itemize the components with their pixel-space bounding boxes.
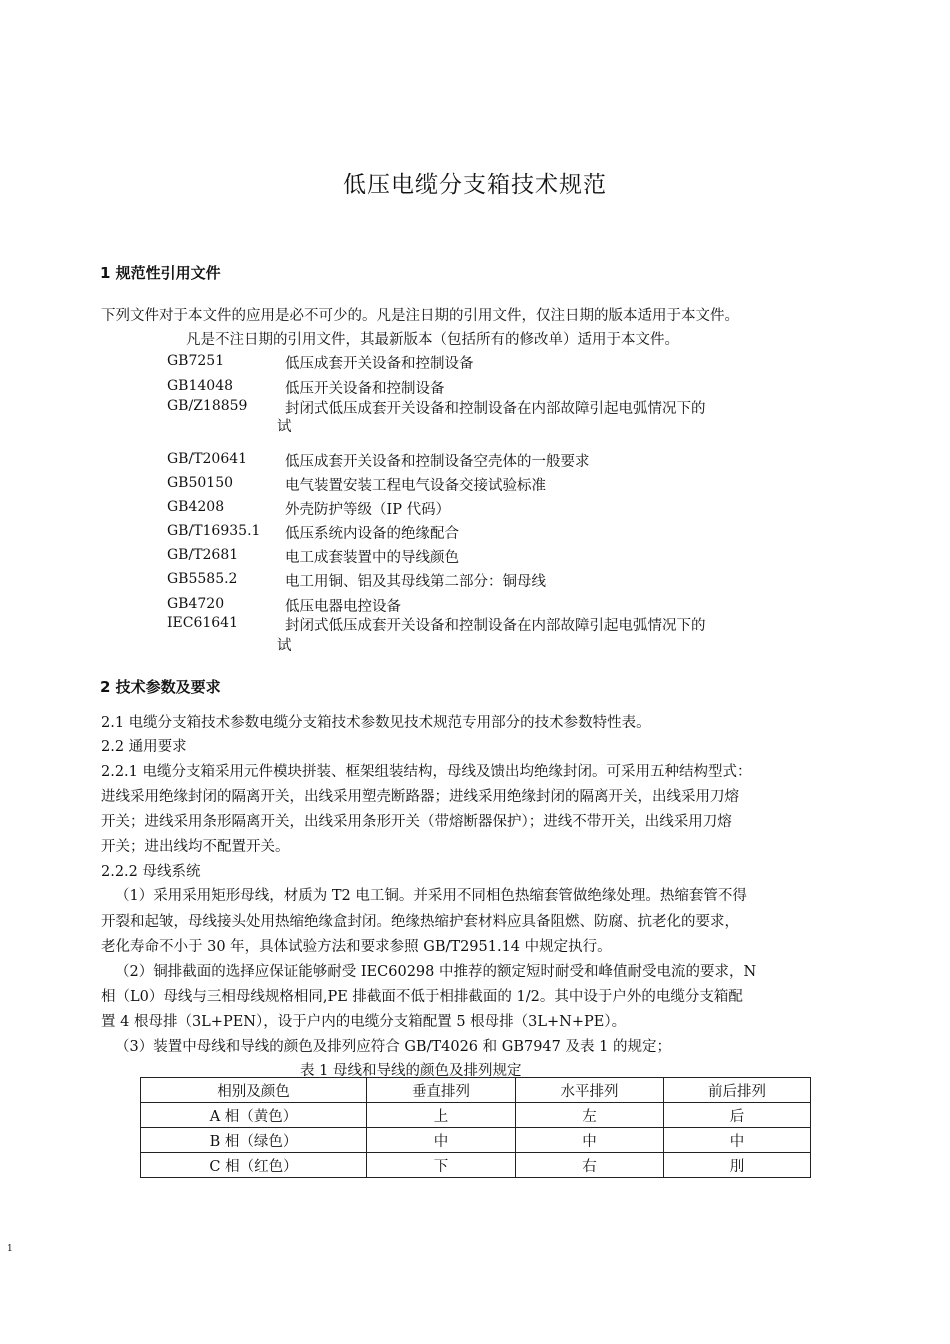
item-1-line: 老化寿命不小于 30 年，具体试验方法和要求参照 GB/T2951.14 中规定执行。 (101, 939, 612, 955)
table-cell: 右 (516, 1153, 664, 1178)
table-cell: 刖 (664, 1153, 811, 1178)
document-title: 低压电缆分支箱技术规范 (343, 172, 607, 198)
ref-code: GB4720 (167, 596, 225, 612)
ref-code: GB4208 (167, 499, 225, 515)
ref-name: 低压成套开关设备和控制设备空壳体的一般要求 (285, 454, 590, 470)
ref-name: 电气装置安装工程电气设备交接试验标准 (285, 478, 546, 494)
table-cell: 中 (516, 1128, 664, 1153)
section-2-heading: 2 技术参数及要求 (100, 678, 221, 696)
table-cell: 后 (664, 1103, 811, 1128)
table-header-cell: 垂直排列 (367, 1078, 516, 1103)
table-row (141, 1103, 811, 1128)
ref-code: GB/Z18859 (167, 398, 248, 414)
table-cell: 下 (367, 1153, 516, 1178)
paragraph-2-2-1-line: 开关；进出线均不配置开关。 (101, 839, 290, 855)
table-row (141, 1128, 811, 1153)
item-2-line: 置 4 根母排（3L+PEN），设于户内的电缆分支箱配置 5 根母排（3L+N+PE）。 (101, 1014, 627, 1030)
paragraph-2-1: 2.1 电缆分支箱技术参数电缆分支箱技术参数见技术规范专用部分的技术参数特性表。 (101, 715, 651, 731)
ref-name: 电工成套装置中的导线颜色 (285, 550, 459, 566)
ref-name: 电工用铜、铝及其母线第二部分：铜母线 (285, 574, 546, 590)
ref-name: 低压系统内设备的绝缘配合 (285, 526, 459, 542)
ref-code: GB50150 (167, 475, 234, 491)
ref-code: GB/T2681 (167, 547, 239, 563)
ref-code: GB5585.2 (167, 571, 238, 587)
item-3-line: （3）装置中母线和导线的颜色及排列应符合 GB/T4026 和 GB7947 及表 1 的规定； (115, 1039, 671, 1055)
table-header-row (141, 1078, 811, 1103)
table-cell: B 相（绿色） (141, 1128, 367, 1153)
paragraph-2-2: 2.2 通用要求 (101, 739, 187, 755)
table-cell: 上 (367, 1103, 516, 1128)
table-header-cell: 水平排列 (516, 1078, 664, 1103)
paragraph-2-2-1-line: 进线采用绝缘封闭的隔离开关，出线采用塑壳断路器；进线采用绝缘封闭的隔离开关，出线采用刀熔 (101, 789, 739, 805)
paragraph-2-2-1-line: 开关；进线采用条形隔离开关，出线采用条形开关（带熔断器保护）；进线不带开关，出线采用刀熔 (101, 814, 732, 830)
item-1-line: 开裂和起皱，母线接头处用热缩绝缘盒封闭。绝缘热缩护套材料应具备阻燃、防腐、抗老化的要求， (101, 914, 739, 930)
ref-name: 低压成套开关设备和控制设备 (285, 356, 474, 372)
ref-name-continuation: 试 (277, 638, 292, 654)
table-cell: 中 (664, 1128, 811, 1153)
table-cell: 左 (516, 1103, 664, 1128)
ref-code: GB7251 (167, 353, 225, 369)
ref-code: GB/T16935.1 (167, 523, 261, 539)
ref-name: 外壳防护等级（IP 代码） (285, 502, 451, 518)
ref-name: 低压电器电控设备 (285, 599, 401, 615)
table-cell: 中 (367, 1128, 516, 1153)
table-cell: C 相（红色） (141, 1153, 367, 1178)
table-cell: A 相（黄色） (141, 1103, 367, 1128)
paragraph-2-2-2: 2.2.2 母线系统 (101, 864, 201, 880)
intro-line-2: 凡是不注日期的引用文件，其最新版本（包括所有的修改单）适用于本文件。 (186, 332, 679, 348)
table-row (141, 1153, 811, 1178)
ref-name: 封闭式低压成套开关设备和控制设备在内部故障引起电弧情况下的 (285, 618, 706, 634)
table-caption: 表 1 母线和导线的颜色及排列规定 (300, 1063, 522, 1079)
item-2-line: （2）铜排截面的选择应保证能够耐受 IEC60298 中推荐的额定短时耐受和峰值耐受电流的要求，N (115, 964, 757, 980)
ref-code: GB/T20641 (167, 451, 248, 467)
intro-line-1: 下列文件对于本文件的应用是必不可少的。凡是注日期的引用文件，仅注日期的版本适用于本文件。 (101, 308, 739, 324)
table-header-cell: 前后排列 (664, 1078, 811, 1103)
page-number: 1 (7, 1244, 13, 1254)
ref-code: GB14048 (167, 378, 234, 394)
ref-name: 低压开关设备和控制设备 (285, 381, 445, 397)
ref-code: IEC61641 (167, 615, 238, 631)
item-2-line: 相（L0）母线与三相母线规格相同,PE 排截面不低于相排截面的 1/2。其中设于户外的电缆分支箱配 (101, 989, 743, 1005)
ref-name-continuation: 试 (277, 419, 292, 435)
table-header-cell: 相别及颜色 (141, 1078, 367, 1103)
ref-name: 封闭式低压成套开关设备和控制设备在内部故障引起电弧情况下的 (285, 401, 706, 417)
paragraph-2-2-1-line: 2.2.1 电缆分支箱采用元件模块拼装、框架组装结构，母线及馈出均绝缘封闭。可采用五种结构型式： (101, 764, 752, 780)
section-1-heading: 1 规范性引用文件 (100, 264, 221, 282)
item-1-line: （1）采用采用矩形母线，材质为 T2 电工铜。并采用不同相色热缩套管做绝缘处理。热缩套管不得 (115, 888, 747, 904)
color-arrangement-table (140, 1077, 811, 1178)
